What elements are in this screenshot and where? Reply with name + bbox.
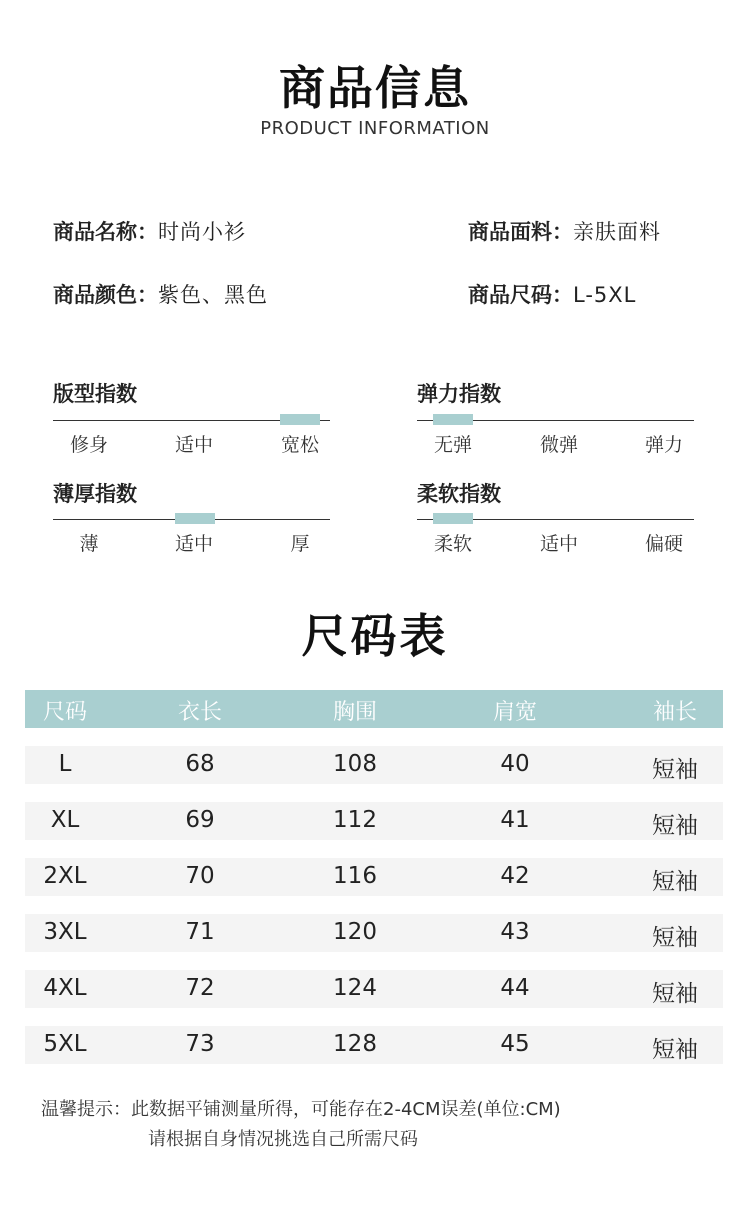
fit-index-title: 版型指数 (53, 382, 137, 406)
softness-index-label: 偏硬 (644, 533, 683, 555)
cell-size: 4XL (43, 975, 87, 1001)
cell-sleeve: 短袖 (652, 1037, 698, 1063)
cell-sleeve: 短袖 (652, 869, 698, 895)
cell-sleeve: 短袖 (652, 981, 698, 1007)
header-cell: 尺码 (42, 700, 87, 725)
cell-size: 2XL (43, 863, 87, 889)
stretch-index-label: 弹力 (644, 434, 683, 456)
table-row (25, 746, 723, 784)
cell-size: L (58, 751, 72, 777)
cell-chest: 116 (333, 863, 377, 889)
cell-length: 71 (185, 919, 215, 945)
size-advice-note: 请根据自身情况挑选自己所需尺码 (148, 1129, 418, 1150)
cell-chest: 120 (333, 919, 377, 945)
cell-shoulder: 42 (500, 863, 530, 889)
softness-index-marker (433, 513, 473, 524)
header-cell: 肩宽 (492, 700, 537, 725)
cell-sleeve: 短袖 (652, 757, 698, 783)
info-label: 商品颜色： (53, 283, 158, 307)
info-label: 商品名称： (53, 220, 158, 244)
cell-chest: 128 (333, 1031, 377, 1057)
cell-shoulder: 44 (500, 975, 530, 1001)
cell-shoulder: 45 (500, 1031, 530, 1057)
cell-chest: 108 (333, 751, 377, 777)
thickness-index-label: 适中 (174, 533, 213, 555)
fit-index-marker (280, 414, 320, 425)
cell-chest: 112 (333, 807, 377, 833)
info-size (468, 279, 636, 309)
thickness-index-title: 薄厚指数 (53, 482, 137, 506)
info-fabric (468, 216, 661, 246)
table-row (25, 1026, 723, 1064)
stretch-index-title: 弹力指数 (417, 382, 501, 406)
table-row (25, 858, 723, 896)
cell-length: 70 (185, 863, 215, 889)
cell-sleeve: 短袖 (652, 813, 698, 839)
softness-index-title: 柔软指数 (417, 482, 501, 506)
size-table-header (25, 690, 723, 728)
cell-length: 73 (185, 1031, 215, 1057)
cell-length: 69 (185, 807, 215, 833)
table-row (25, 914, 723, 952)
size-table-title: 尺码表 (301, 609, 449, 663)
cell-shoulder: 41 (500, 807, 530, 833)
measurement-note: 温馨提示：此数据平铺测量所得，可能存在2-4CM误差(单位:CM) (41, 1099, 561, 1120)
cell-size: XL (50, 807, 80, 833)
fit-index-label: 修身 (69, 434, 108, 456)
cell-size: 5XL (43, 1031, 87, 1057)
stretch-index-label: 微弹 (539, 434, 578, 456)
header-cell: 胸围 (332, 700, 377, 725)
page-title: 商品信息 (279, 61, 471, 115)
info-value: L-5XL (573, 283, 637, 307)
info-value: 时尚小衫 (158, 220, 246, 244)
cell-size: 3XL (43, 919, 87, 945)
softness-index-label: 柔软 (433, 533, 472, 555)
stretch-index-label: 无弹 (433, 434, 472, 456)
thickness-index-label: 薄 (79, 533, 99, 555)
table-row (25, 970, 723, 1008)
info-color (53, 279, 268, 309)
stretch-index-marker (433, 414, 473, 425)
page-subtitle: PRODUCT INFORMATION (260, 118, 490, 139)
fit-index-label: 宽松 (280, 434, 319, 456)
cell-shoulder: 40 (500, 751, 530, 777)
softness-index-label: 适中 (539, 533, 578, 555)
fit-index-label: 适中 (174, 434, 213, 456)
thickness-index-label: 厚 (290, 533, 310, 555)
header-cell: 袖长 (652, 700, 697, 725)
info-name (53, 216, 246, 246)
cell-length: 68 (185, 751, 215, 777)
table-row (25, 802, 723, 840)
cell-sleeve: 短袖 (652, 925, 698, 951)
thickness-index-marker (175, 513, 215, 524)
cell-length: 72 (185, 975, 215, 1001)
info-label: 商品尺码： (468, 283, 573, 307)
cell-shoulder: 43 (500, 919, 530, 945)
info-value: 紫色、黑色 (158, 283, 268, 307)
info-value: 亲肤面料 (573, 220, 661, 244)
header-cell: 衣长 (177, 700, 222, 725)
info-label: 商品面料： (468, 220, 573, 244)
cell-chest: 124 (333, 975, 377, 1001)
